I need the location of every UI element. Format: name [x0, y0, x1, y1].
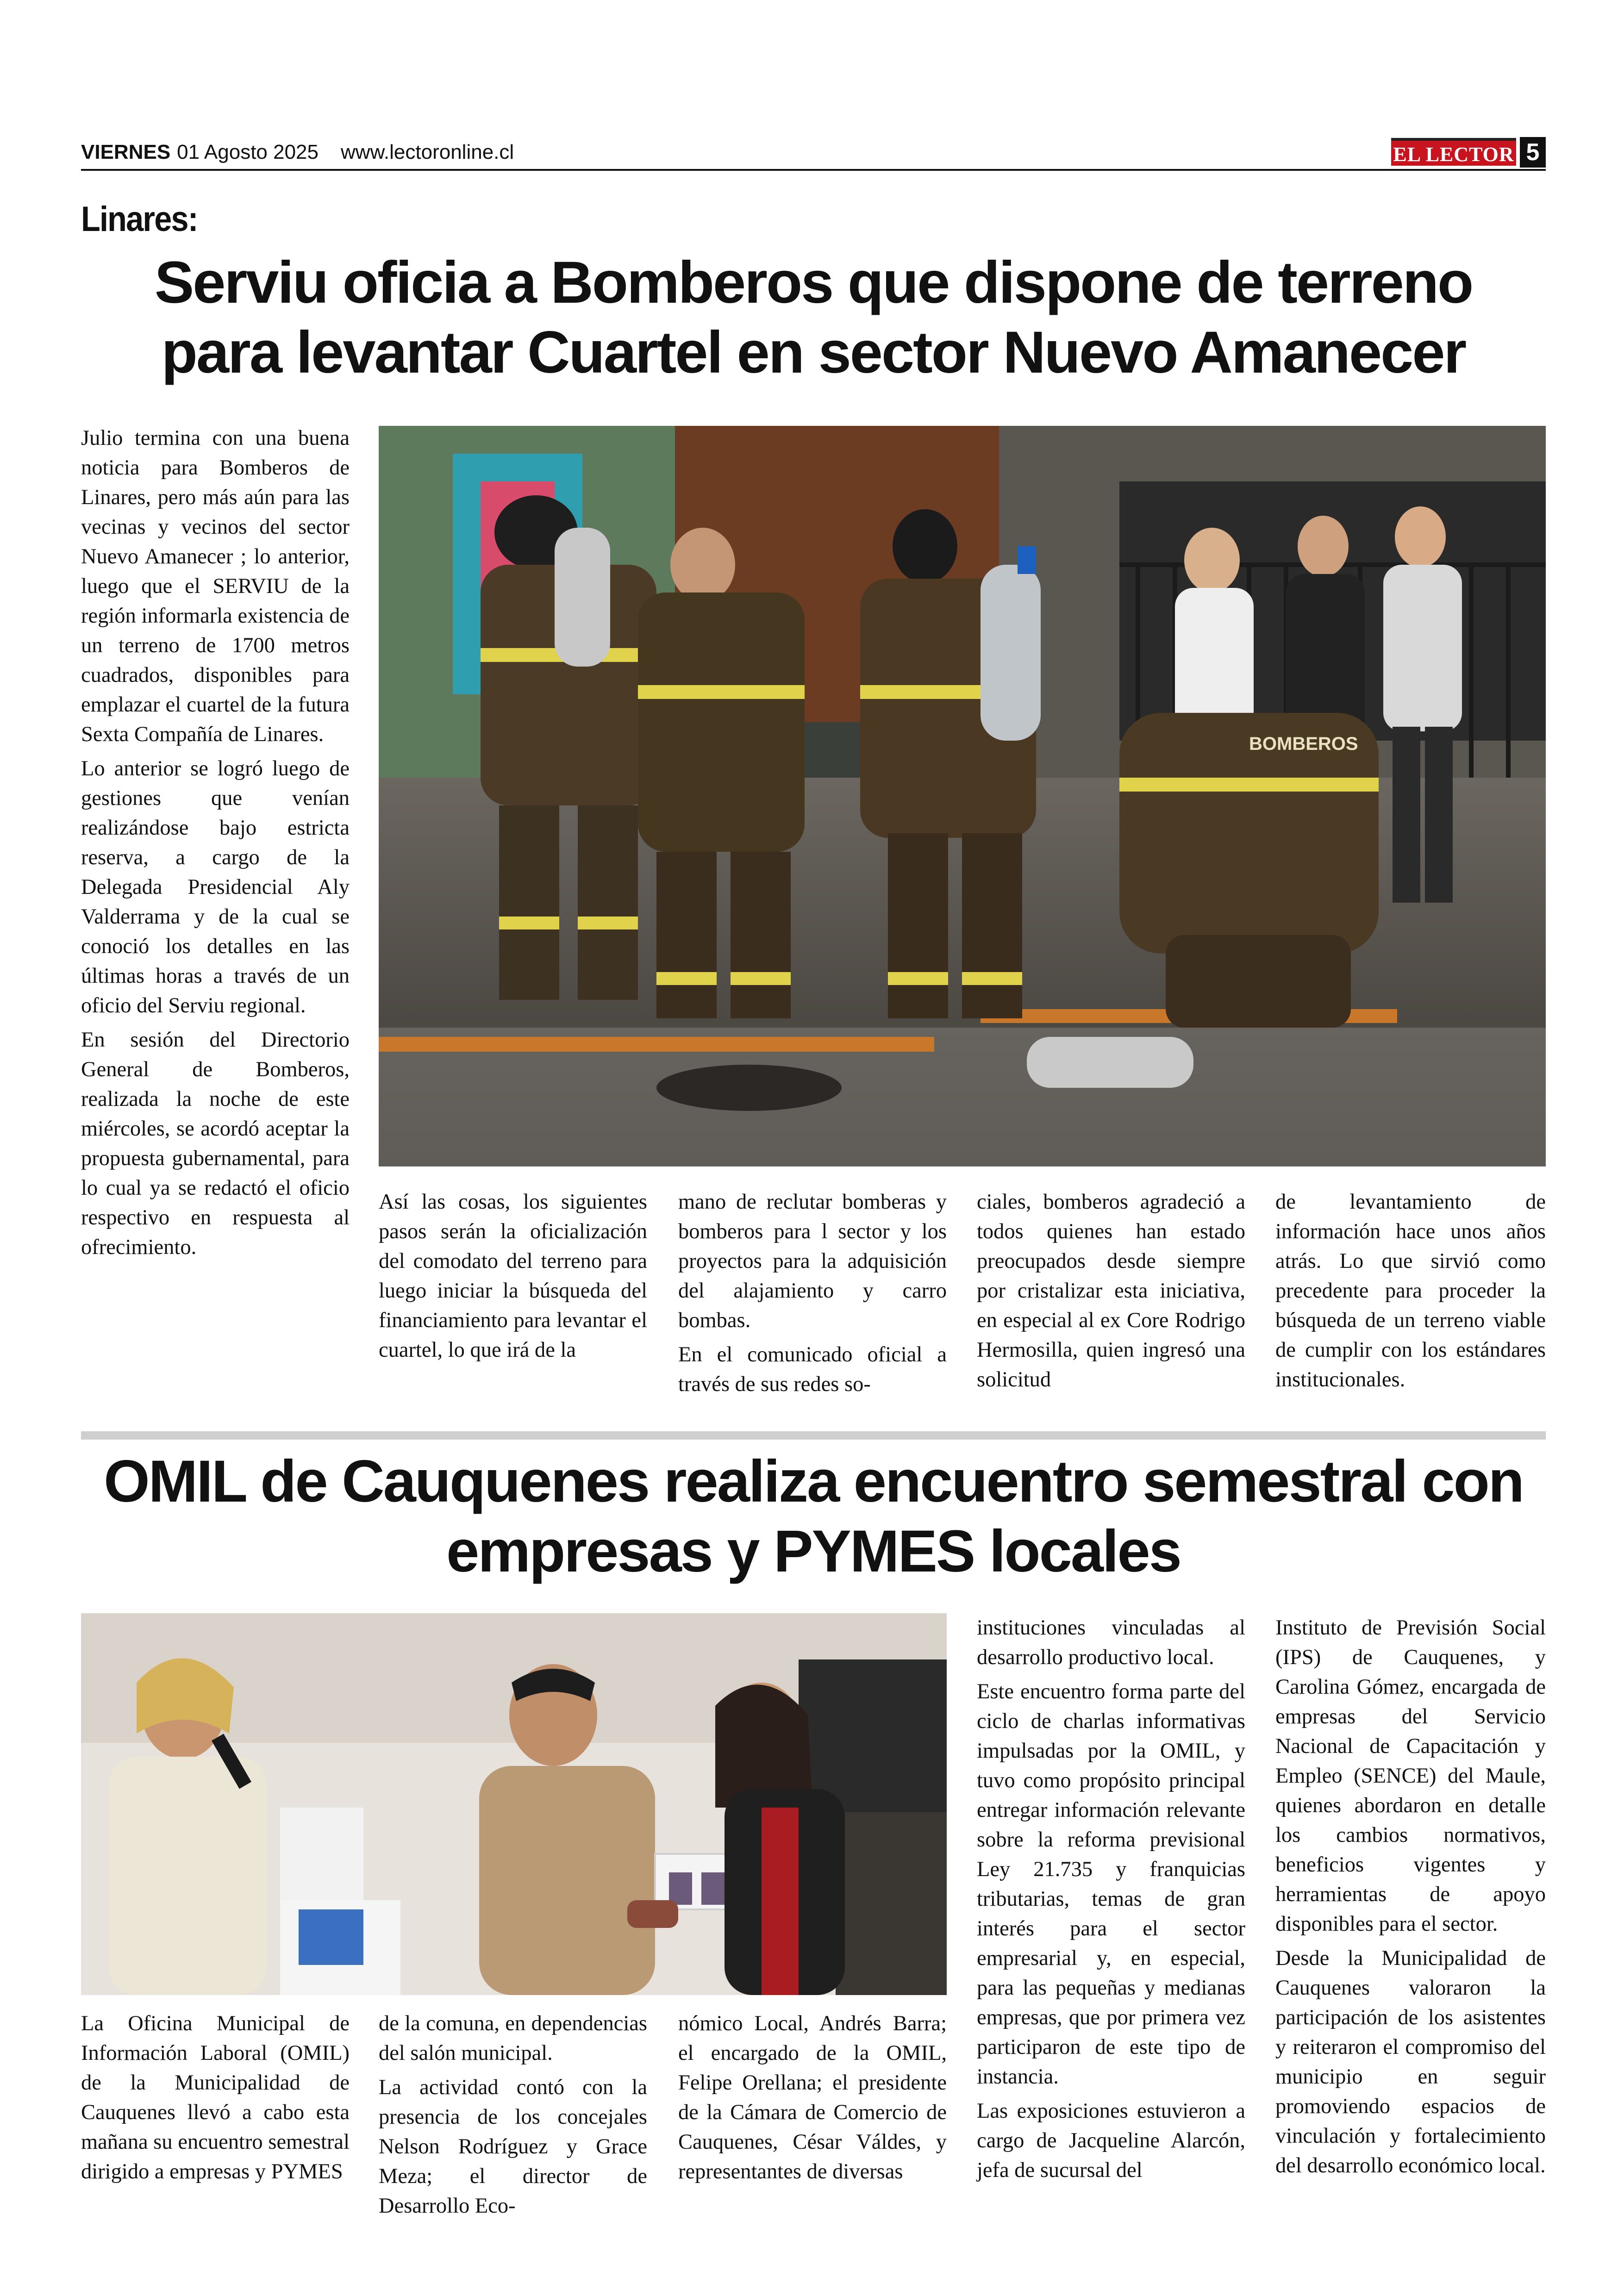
- article2-headline-line2: empresas y PYMES locales: [446, 1518, 1181, 1585]
- article2-col3-paragraph: nómico Local, Andrés Barra; el encargado de la OMIL, Felipe Orellana; el presidente de la Cámara de Comercio de Cauquenes, César Váldes, y representantes de diversas: [678, 2012, 947, 2183]
- article1-column-3: [678, 1187, 947, 1404]
- article1-col3-paragraph: mano de reclutar bomberas y bomberos para l sector y los proyectos para la adquisición del alajamiento y carro bombas.: [678, 1190, 947, 1332]
- article-separator: [81, 1431, 1546, 1440]
- article1-kicker: Linares:: [81, 200, 198, 239]
- header-website[interactable]: www.lectoronline.cl: [341, 141, 514, 163]
- article2-headline-line1: OMIL de Cauquenes realiza encuentro semestral con: [104, 1448, 1523, 1515]
- article2-col4-paragraph: instituciones vinculadas al desarrollo productivo local.: [977, 1616, 1245, 1669]
- article2-column-2: [379, 2009, 647, 2226]
- article1-column-4: [977, 1187, 1245, 1399]
- article1-column-5: [1275, 1187, 1546, 1399]
- article2-col2-paragraph: La actividad contó con la presencia de los concejales Nelson Rodríguez y Grace Meza; el director de Desarrollo Eco-: [379, 2076, 647, 2218]
- article1-col2-paragraph: Así las cosas, los siguientes pasos serán la oficialización del comodato del terreno para luego iniciar la búsqueda del financiamiento para levantar el cuartel, lo que irá de la: [379, 1190, 647, 1362]
- firefighter-jacket-label: BOMBEROS: [1249, 734, 1358, 754]
- article1-left-paragraph: Lo anterior se logró luego de gestiones que venían realizándose bajo estricta reserva, a cargo de la Delegada Presidencial Aly Valderrama y de la cual se conoció los detalles en las últimas horas a través de un oficio del Serviu regional.: [81, 757, 350, 1017]
- article2-col5-paragraph: Instituto de Previsión Social (IPS) de Cauquenes, y Carolina Gómez, encargada de empresas del Servicio Nacional de Capacitación y Empleo (SENCE) del Maule, quienes abordaron en detalle los cambios normativos, beneficios vigentes y herramientas de apoyo disponibles para el sector.: [1275, 1616, 1546, 1936]
- omil-event-photo: [81, 1613, 947, 1995]
- article2-col4-paragraph: Las exposiciones estuvieron a cargo de Jacqueline Alarcón, jefa de sucursal del: [977, 2099, 1245, 2182]
- header-day: VIERNES: [81, 141, 171, 163]
- header-rule: [81, 169, 1546, 171]
- article2-column-5: [1275, 1613, 1546, 2185]
- page-number: 5: [1520, 137, 1546, 168]
- article2-column-1: [81, 2009, 350, 2191]
- article1-headline-line2: para levantar Cuartel en sector Nuevo Amanecer: [161, 319, 1466, 386]
- article1-col4-paragraph: ciales, bomberos agradeció a todos quienes han estado preocupados desde siempre por cristalizar esta iniciativa, en especial al ex Core Rodrigo Hermosilla, quien ingresó una solicitud: [977, 1190, 1245, 1391]
- article1-left-column: [81, 424, 350, 1267]
- article1-headline: [81, 248, 1546, 387]
- article1-col5-paragraph: de levantamiento de información hace unos años atrás. Lo que sirvió como precedente para proceder la búsqueda de un terreno viable de cumplir con los estándares institucionales.: [1275, 1190, 1546, 1391]
- article1-column-2: [379, 1187, 647, 1370]
- article1-left-paragraph: Julio termina con una buena noticia para Bomberos de Linares, pero más aún para las vecinas y vecinos del sector Nuevo Amanecer ; lo anterior, luego que el SERVIU de la región informarla existencia de un terreno de 1700 metros cuadrados, disponibles para emplazar el cuartel de la futura Sexta Compañía de Linares.: [81, 426, 350, 746]
- article1-headline-line1: Serviu oficia a Bomberos que dispone de terreno: [154, 249, 1473, 316]
- article2-column-4: [977, 1613, 1245, 2190]
- article2-column-3: [678, 2009, 947, 2191]
- newspaper-logo: EL LECTOR: [1391, 138, 1516, 166]
- article2-col5-paragraph: Desde la Municipalidad de Cauquenes valoraron la participación de los asistentes y reiteraron el compromiso del municipio en seguir promoviendo espacios de vinculación y fortalecimiento del desarrollo económico local.: [1275, 1946, 1546, 2177]
- article2-col1-paragraph: La Oficina Municipal de Información Laboral (OMIL) de la Municipalidad de Cauquenes llevó a cabo esta mañana su encuentro semestral dirigido a empresas y PYMES: [81, 2012, 350, 2183]
- header-date-text: 01 Agosto 2025: [177, 141, 319, 163]
- article1-left-paragraph: En sesión del Directorio General de Bomberos, realizada la noche de este miércoles, se acordó aceptar la propuesta gubernamental, para lo cual ya se redactó el oficio respectivo en respuesta al ofrecimiento.: [81, 1028, 350, 1259]
- article2-col2-paragraph: de la comuna, en dependencias del salón municipal.: [379, 2012, 647, 2065]
- header-date: [81, 141, 514, 164]
- article1-col3-paragraph: En el comunicado oficial a través de sus redes so-: [678, 1343, 947, 1396]
- article2-headline: [81, 1447, 1546, 1586]
- article2-col4-paragraph: Este encuentro forma parte del ciclo de charlas informativas impulsadas por la OMIL, y tuvo como propósito principal entregar información relevante sobre la reforma previsional Ley 21.735 y franquicias tributarias, temas de gran interés para el sector empresarial y, en especial, para las pequeñas y medianas empresas, que por primera vez participaron de este tipo de instancia.: [977, 1680, 1245, 2089]
- firefighters-photo: [379, 426, 1546, 1166]
